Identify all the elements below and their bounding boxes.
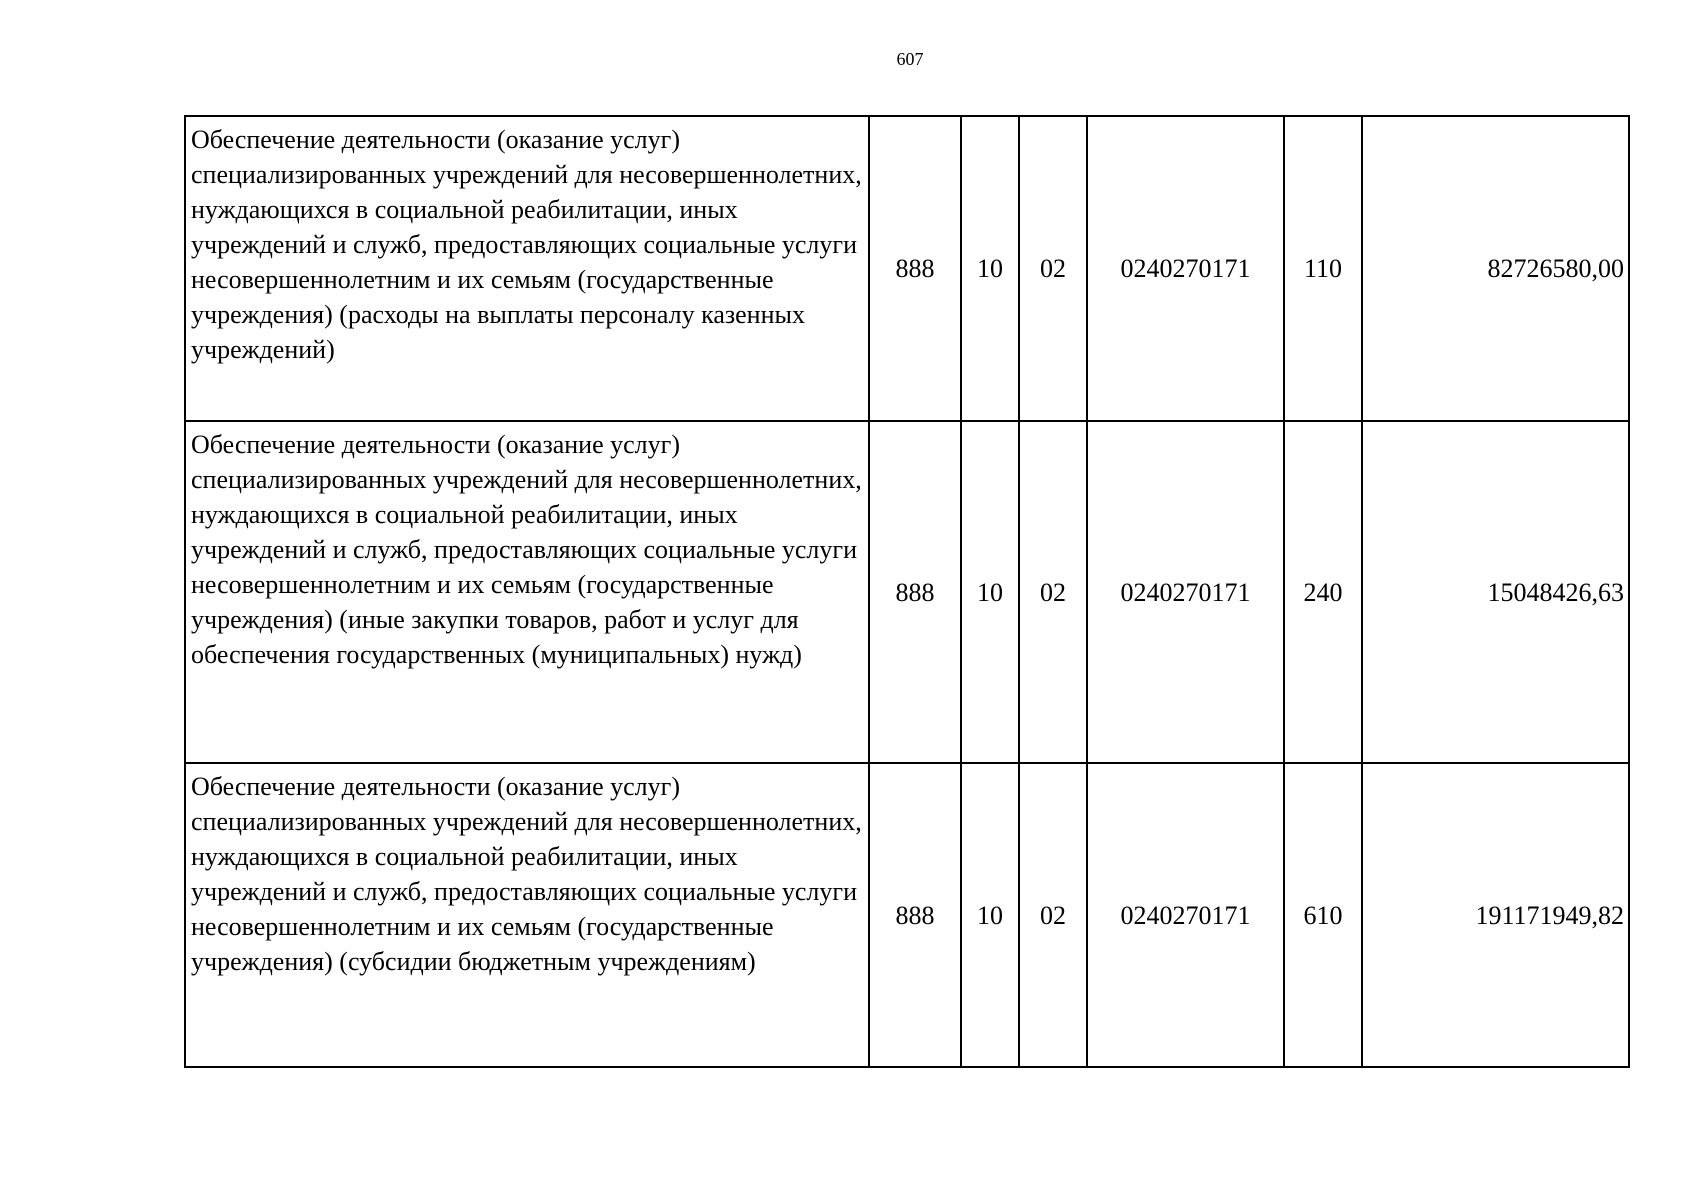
subsection-code: 02 [1019,763,1087,1067]
row-description: Обеспечение деятельности (оказание услуг) специализированных учреждений для несовершеннолетних, нуждающихся в социальной реабилитации, иных учреждений и служб, предоставляющих социальные услуги несовершеннолетним и их семьям (государственные учреждения) (расходы на выплаты персоналу казенных учреждений) [185,116,869,421]
amount: 15048426,63 [1362,421,1629,763]
budget-table [184,115,1630,1068]
amount: 82726580,00 [1362,116,1629,421]
row-description: Обеспечение деятельности (оказание услуг) специализированных учреждений для несовершеннолетних, нуждающихся в социальной реабилитации, иных учреждений и служб, предоставляющих социальные услуги несовершеннолетним и их семьям (государственные учреждения) (иные закупки товаров, работ и услуг для обеспечения государственных (муниципальных) нужд) [185,421,869,763]
table-row [185,421,1629,763]
section-code: 10 [961,763,1019,1067]
target-article-code: 0240270171 [1087,763,1284,1067]
expense-type-code: 610 [1284,763,1362,1067]
subsection-code: 02 [1019,116,1087,421]
ministry-code: 888 [869,421,961,763]
target-article-code: 0240270171 [1087,116,1284,421]
expense-type-code: 110 [1284,116,1362,421]
ministry-code: 888 [869,763,961,1067]
table-row [185,116,1629,421]
table-row [185,763,1629,1067]
target-article-code: 0240270171 [1087,421,1284,763]
section-code: 10 [961,116,1019,421]
row-description: Обеспечение деятельности (оказание услуг) специализированных учреждений для несовершеннолетних, нуждающихся в социальной реабилитации, иных учреждений и служб, предоставляющих социальные услуги несовершеннолетним и их семьям (государственные учреждения) (субсидии бюджетным учреждениям) [185,763,869,1067]
expense-type-code: 240 [1284,421,1362,763]
ministry-code: 888 [869,116,961,421]
section-code: 10 [961,421,1019,763]
page-number: 607 [896,49,924,69]
amount: 191171949,82 [1362,763,1629,1067]
subsection-code: 02 [1019,421,1087,763]
